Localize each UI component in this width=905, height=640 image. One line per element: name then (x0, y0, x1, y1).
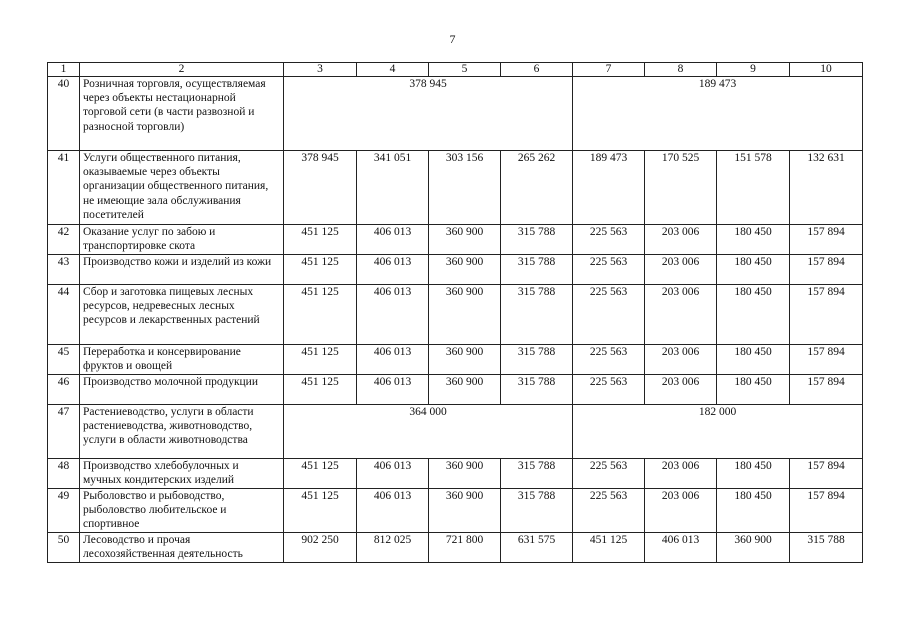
table-row (48, 77, 863, 151)
value-cell: 812 025 (357, 533, 429, 563)
value-cell: 406 013 (357, 459, 429, 489)
merged-value: 364 000 (284, 405, 573, 459)
value-cell: 180 450 (717, 345, 790, 375)
activity-name: Растениеводство, услуги в области растениеводства, животноводство, услуги в области животноводства (80, 405, 284, 459)
header-cell: 6 (501, 63, 573, 77)
value-cell: 157 894 (790, 459, 863, 489)
value-cell: 189 473 (573, 151, 645, 225)
row-number: 41 (48, 151, 80, 225)
value-cell: 315 788 (501, 489, 573, 533)
value-cell: 406 013 (357, 225, 429, 255)
table-row (48, 255, 863, 285)
value-cell: 151 578 (717, 151, 790, 225)
value-cell: 203 006 (645, 489, 717, 533)
activity-name: Производство кожи и изделий из кожи (80, 255, 284, 285)
value-cell: 225 563 (573, 255, 645, 285)
value-cell: 451 125 (284, 345, 357, 375)
value-cell: 315 788 (501, 345, 573, 375)
row-number: 50 (48, 533, 80, 563)
value-cell: 406 013 (357, 255, 429, 285)
value-cell: 225 563 (573, 459, 645, 489)
header-cell: 5 (429, 63, 501, 77)
value-cell: 451 125 (284, 459, 357, 489)
value-cell: 341 051 (357, 151, 429, 225)
value-cell: 360 900 (429, 225, 501, 255)
table-row (48, 405, 863, 459)
table-row (48, 225, 863, 255)
value-cell: 315 788 (501, 255, 573, 285)
value-cell: 203 006 (645, 285, 717, 345)
value-cell: 406 013 (357, 285, 429, 345)
value-cell: 406 013 (357, 489, 429, 533)
table-row (48, 285, 863, 345)
page-number: 7 (449, 32, 456, 46)
merged-value: 378 945 (284, 77, 573, 151)
value-cell: 132 631 (790, 151, 863, 225)
value-cell: 203 006 (645, 345, 717, 375)
value-cell: 360 900 (429, 489, 501, 533)
value-cell: 451 125 (284, 375, 357, 405)
value-cell: 157 894 (790, 489, 863, 533)
value-cell: 360 900 (429, 285, 501, 345)
table-row (48, 345, 863, 375)
header-cell: 4 (357, 63, 429, 77)
value-cell: 180 450 (717, 285, 790, 345)
value-cell: 360 900 (429, 375, 501, 405)
row-number: 42 (48, 225, 80, 255)
header-cell: 10 (790, 63, 863, 77)
activity-name: Розничная торговля, осуществляемая через объекты нестационарной торговой сети (в части развозной и разносной торговли) (80, 77, 284, 151)
value-cell: 203 006 (645, 459, 717, 489)
value-cell: 451 125 (284, 285, 357, 345)
header-cell: 8 (645, 63, 717, 77)
table-row (48, 375, 863, 405)
value-cell: 203 006 (645, 375, 717, 405)
table-row (48, 533, 863, 563)
row-number: 49 (48, 489, 80, 533)
value-cell: 315 788 (501, 459, 573, 489)
value-cell: 360 900 (429, 345, 501, 375)
activity-name: Производство хлебобулочных и мучных кондитерских изделий (80, 459, 284, 489)
value-cell: 315 788 (501, 285, 573, 345)
activity-name: Переработка и консервирование фруктов и овощей (80, 345, 284, 375)
value-cell: 406 013 (357, 375, 429, 405)
table-row (48, 459, 863, 489)
header-cell: 9 (717, 63, 790, 77)
row-number: 40 (48, 77, 80, 151)
activity-name: Услуги общественного питания, оказываемые через объекты организации общественного питания, не имеющие зала обслуживания посетителей (80, 151, 284, 225)
header-row (48, 63, 863, 77)
value-cell: 225 563 (573, 375, 645, 405)
value-cell: 157 894 (790, 345, 863, 375)
table-row (48, 489, 863, 533)
value-cell: 203 006 (645, 255, 717, 285)
value-cell: 360 900 (429, 459, 501, 489)
row-number: 44 (48, 285, 80, 345)
value-cell: 378 945 (284, 151, 357, 225)
value-cell: 225 563 (573, 285, 645, 345)
header-cell: 2 (80, 63, 284, 77)
value-cell: 631 575 (501, 533, 573, 563)
value-cell: 157 894 (790, 255, 863, 285)
value-cell: 360 900 (717, 533, 790, 563)
value-cell: 451 125 (284, 489, 357, 533)
value-cell: 360 900 (429, 255, 501, 285)
value-cell: 315 788 (790, 533, 863, 563)
merged-value: 182 000 (573, 405, 863, 459)
value-cell: 315 788 (501, 375, 573, 405)
value-cell: 225 563 (573, 345, 645, 375)
row-number: 48 (48, 459, 80, 489)
table-row (48, 151, 863, 225)
activity-name: Производство молочной продукции (80, 375, 284, 405)
value-cell: 902 250 (284, 533, 357, 563)
value-cell: 203 006 (645, 225, 717, 255)
value-cell: 265 262 (501, 151, 573, 225)
value-cell: 451 125 (284, 255, 357, 285)
value-cell: 406 013 (357, 345, 429, 375)
value-cell: 180 450 (717, 255, 790, 285)
row-number: 46 (48, 375, 80, 405)
value-cell: 225 563 (573, 225, 645, 255)
row-number: 45 (48, 345, 80, 375)
value-cell: 225 563 (573, 489, 645, 533)
value-cell: 170 525 (645, 151, 717, 225)
value-cell: 451 125 (284, 225, 357, 255)
activity-name: Сбор и заготовка пищевых лесных ресурсов, недревесных лесных ресурсов и лекарственных растений (80, 285, 284, 345)
value-cell: 406 013 (645, 533, 717, 563)
row-number: 43 (48, 255, 80, 285)
value-cell: 157 894 (790, 375, 863, 405)
value-cell: 303 156 (429, 151, 501, 225)
row-number: 47 (48, 405, 80, 459)
activity-name: Лесоводство и прочая лесохозяйственная деятельность (80, 533, 284, 563)
header-cell: 1 (48, 63, 80, 77)
value-cell: 721 800 (429, 533, 501, 563)
merged-value: 189 473 (573, 77, 863, 151)
value-cell: 451 125 (573, 533, 645, 563)
value-cell: 180 450 (717, 375, 790, 405)
value-cell: 180 450 (717, 459, 790, 489)
table-body (48, 77, 863, 563)
value-cell: 157 894 (790, 285, 863, 345)
activity-name: Оказание услуг по забою и транспортировке скота (80, 225, 284, 255)
value-cell: 180 450 (717, 489, 790, 533)
rates-table (47, 62, 863, 563)
header-cell: 3 (284, 63, 357, 77)
value-cell: 315 788 (501, 225, 573, 255)
value-cell: 180 450 (717, 225, 790, 255)
header-cell: 7 (573, 63, 645, 77)
value-cell: 157 894 (790, 225, 863, 255)
activity-name: Рыболовство и рыбоводство, рыболовство любительское и спортивное (80, 489, 284, 533)
